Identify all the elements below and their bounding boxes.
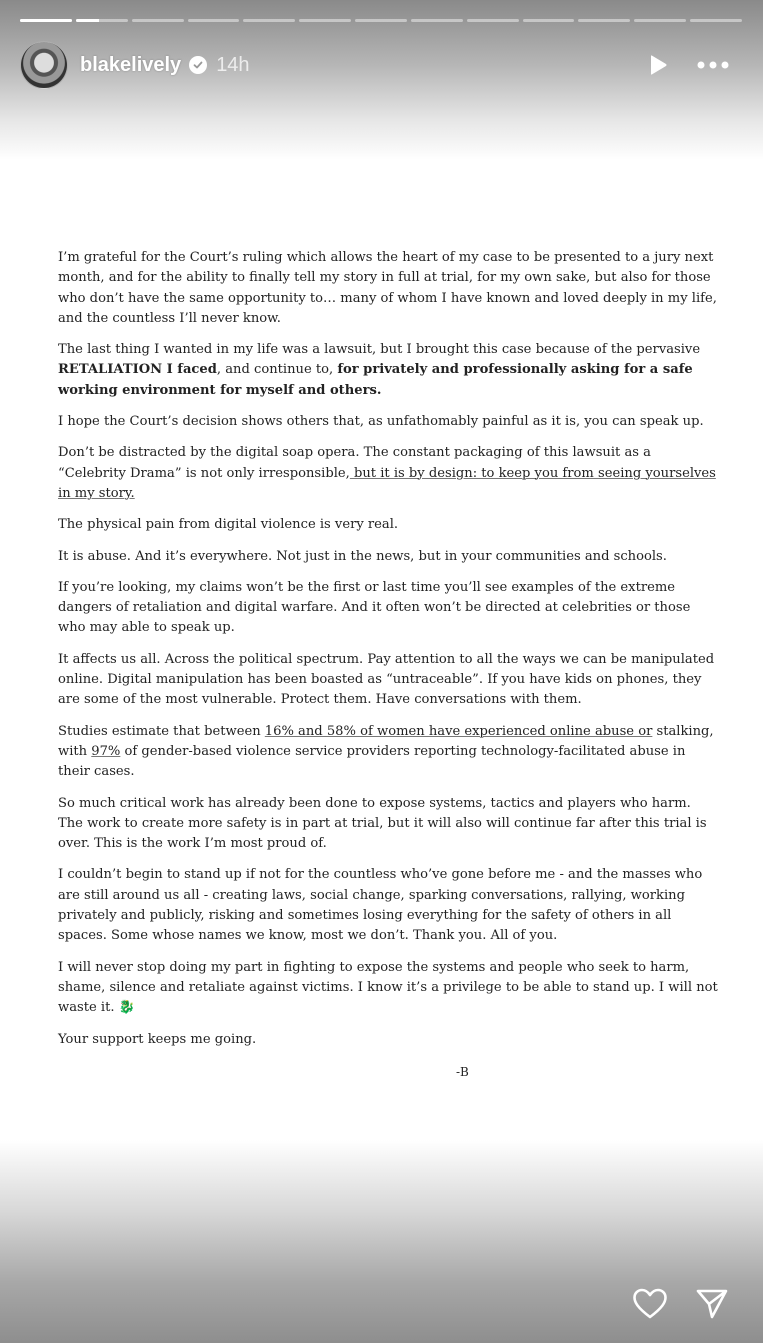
paragraph: The physical pain from digital violence is very real. xyxy=(58,517,399,533)
story-header xyxy=(20,40,743,90)
story-footer xyxy=(632,1286,732,1322)
paragraph: Your support keeps me going. xyxy=(58,1031,257,1047)
progress-segment xyxy=(299,19,351,22)
paragraph: It affects us all. Across the political spectrum. Pay attention to all the ways we can be manipulated online. Digital manipulation has been boasted as “untraceable”. If you have kids on phones, they are some of the most vulnerable. Protect them. Have conversations with them. xyxy=(58,651,715,708)
paragraph: Don’t be distracted by the digital soap opera. The constant packaging of this lawsuit as a “Celebrity Drama” is not only irresponsible, but it is by design: to keep you from seeing yourselves in my story. xyxy=(58,445,716,501)
paragraph: So much critical work has already been done to expose systems, tactics and players who harm. The work to create more safety is in part at trial, but it will also will continue far after this trial is over. This is the work I’m most proud of. xyxy=(58,795,707,852)
paragraph: I hope the Court’s decision shows others that, as unfathomably painful as it is, you can speak up. xyxy=(58,414,704,430)
progress-segment xyxy=(523,19,575,22)
progress-segment xyxy=(690,19,742,22)
progress-segment xyxy=(188,19,240,22)
statement-document xyxy=(58,248,718,1093)
username[interactable]: blakelively xyxy=(80,53,182,76)
play-icon[interactable] xyxy=(647,54,669,76)
progress-segment xyxy=(411,19,463,22)
progress-segment xyxy=(132,19,184,22)
progress-segment xyxy=(578,19,630,22)
heart-icon[interactable] xyxy=(632,1288,668,1320)
progress-segment xyxy=(467,19,519,22)
progress-segment xyxy=(355,19,407,22)
progress-segment xyxy=(20,19,72,22)
paragraph: Studies estimate that between 16% and 58% of women have experienced online abuse or stalking, with 97% of gender-based violence service providers reporting technology-facilitated abuse in their cases. xyxy=(58,723,714,780)
paragraph: I’m grateful for the Court’s ruling which allows the heart of my case to be presented to a jury next month, and for the ability to finally tell my story in full at trial, for my own sake, but also for those who don’t have the same opportunity to… many of whom I have known and loved deeply in my life, and the countless I’ll never know. xyxy=(58,250,717,326)
post-time: 14h xyxy=(216,53,250,76)
progress-segment xyxy=(634,19,686,22)
paragraph: It is abuse. And it’s everywhere. Not just in the news, but in your communities and schools. xyxy=(58,548,667,564)
paragraph: I will never stop doing my part in fighting to expose the systems and people who seek to harm, shame, silence and retaliate against victims. I know it’s a privilege to be able to stand up. I will not waste it. 🐉 xyxy=(58,959,718,1016)
signature: -B xyxy=(456,1064,469,1079)
avatar[interactable] xyxy=(20,41,68,89)
progress-segment xyxy=(243,19,295,22)
progress-segment xyxy=(76,19,128,22)
paragraph: I couldn’t begin to stand up if not for the countless who’ve gone before me - and the masses who are still around us all - creating laws, social change, sparking conversations, rallying, working privately and publicly, risking and sometimes losing everything for the safety of others in all spaces. Some whose names we know, most we don’t. Thank you. All of you. xyxy=(58,867,703,944)
paragraph: The last thing I wanted in my life was a lawsuit, but I brought this case because of the pervasive RETALIATION I faced, and continue to, for privately and professionally asking for a safe working environment for myself and others. xyxy=(58,342,701,398)
send-icon[interactable] xyxy=(695,1287,729,1321)
dragon-emoji: 🐉 xyxy=(118,1000,136,1016)
paragraph: If you’re looking, my claims won’t be the first or last time you’ll see examples of the extreme dangers of retaliation and digital warfare. And it often won’t be directed at celebrities or those who may able to speak up. xyxy=(58,579,691,636)
story-progress-bar xyxy=(20,19,742,23)
verified-badge-icon xyxy=(189,56,207,74)
more-options-icon[interactable] xyxy=(697,61,729,69)
